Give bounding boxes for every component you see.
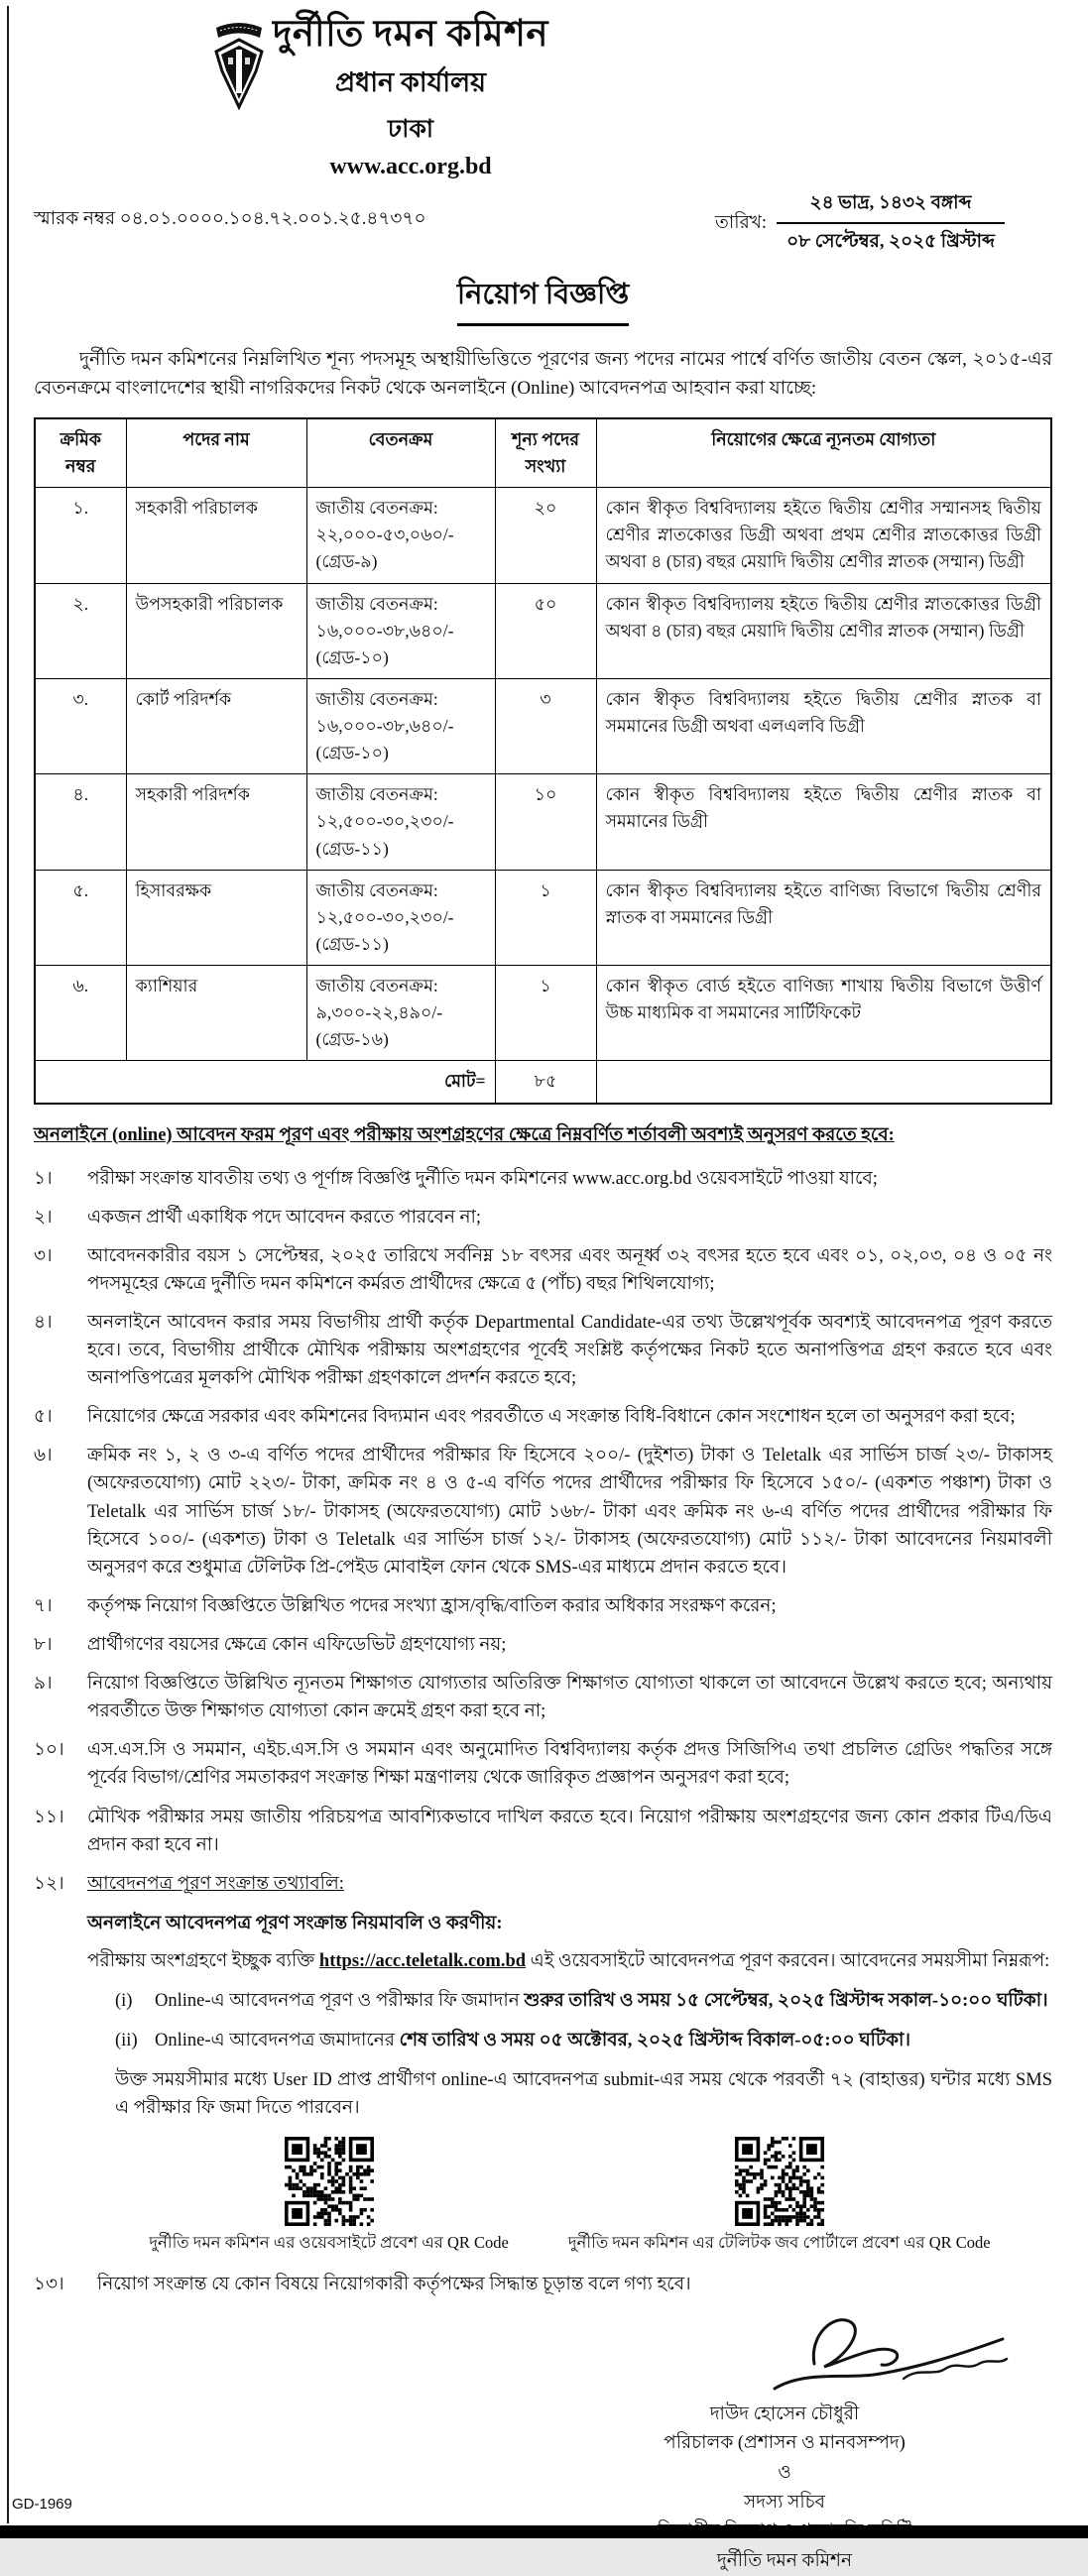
- cell-serial: ৬.: [35, 966, 126, 1061]
- condition-text: পরীক্ষা সংক্রান্ত যাবতীয় তথ্য ও পূর্ণাঙ্গ বিজ্ঞপ্তি দুর্নীতি দমন কমিশনের www.acc.org.bd ওয়েবসাইটে পাওয়া যাবে;: [87, 1168, 878, 1189]
- point-ii-label: (ii): [115, 2031, 138, 2051]
- cell-serial: ২.: [35, 583, 126, 678]
- table-row: [35, 966, 1051, 1061]
- application-website-paragraph: [87, 1947, 1052, 1975]
- cell-scale: জাতীয় বেতনক্রম: ২২,০০০-৫৩,০৬০/- (গ্রেড-৯): [306, 488, 495, 583]
- condition-item-13: [34, 2271, 1052, 2298]
- table-row: [35, 870, 1051, 965]
- date-label: তারিখ:: [715, 212, 768, 233]
- cell-post: সহকারী পরিদর্শক: [126, 774, 306, 870]
- condition-item: [34, 1165, 1052, 1193]
- condition-text: অনলাইনে আবেদন করার সময় বিভাগীয় প্রার্থী কর্তৃক Departmental Candidate-এর তথ্য উল্লেখপূর্বক অবশ্যই আবেদনপত্র পূরণ করতে হবে। তবে, বিভাগীয় প্রার্থীকে মৌখিক পরীক্ষায় অংশগ্রহণের পূর্বেই সংশ্লিষ্ট কর্তৃপক্ষের নিকট হতে অনাপত্তিপত্র গ্রহণ করতে হবে এবং অনাপত্তিপত্রের মূলকপি মৌখিক পরীক্ষা গ্রহণকালে প্রদর্শন করতে হবে;: [87, 1312, 1052, 1389]
- cell-scale: জাতীয় বেতনক্রম: ১২,৫০০-৩০,২৩০/- (গ্রেড-১১): [306, 774, 495, 870]
- cell-vacancy: ১: [495, 966, 596, 1061]
- qr-block-website: [149, 2137, 509, 2255]
- cell-qualification: কোন স্বীকৃত বিশ্ববিদ্যালয় হইতে দ্বিতীয় শ্রেণীর সম্মানসহ দ্বিতীয় শ্রেণীর স্নাতকোত্তর ডিগ্রী অথবা প্রথম শ্রেণীর স্নাতকোত্তর ডিগ্রী অথবা ৪ (চার) বছর মেয়াদি দ্বিতীয় শ্রেণীর স্নাতক (সম্মান) ডিগ্রী: [596, 488, 1051, 583]
- condition-number: ৯।: [34, 1674, 53, 1695]
- col-header-serial: ক্রমিক নম্বর: [35, 418, 126, 488]
- table-row: [35, 774, 1051, 870]
- condition-item: [34, 1631, 1052, 1659]
- condition-number: ৭।: [34, 1595, 53, 1616]
- memo-number: স্মারক নম্বর ০৪.০১.০০০০.১০৪.৭২.০০১.২৫.৪৭৩৭০: [34, 209, 426, 229]
- date-values: [777, 188, 1005, 258]
- condition-number: ১।: [34, 1168, 53, 1189]
- application-url-link: https://acc.teletalk.com.bd: [318, 1951, 527, 1972]
- deadline-start-item: [115, 1987, 1052, 2015]
- memo-date-row: [34, 188, 1052, 258]
- condition-item: [34, 1736, 1052, 1792]
- condition-text: ক্রমিক নং ১, ২ ও ৩-এ বর্ণিত পদের প্রার্থীদের পরীক্ষার ফি হিসেবে ২০০/- (দুইশত) টাকা ও Teletalk এর সার্ভিস চার্জ ২৩/- টাকাসহ (অফেরতযোগ্য) মোট ২২৩/- টাকা, ক্রমিক নং ৪ ও ৫-এ বর্ণিত পদের প্রার্থীদের পরীক্ষার ফি হিসেবে ১৫০/- (একশত পঞ্চাশ) টাকা ও Teletalk এর সার্ভিস চার্জ ১৮/- টাকাসহ (অফেরতযোগ্য) মোট ১৬৮/- টাকা এবং ক্রমিক নং ৬-এ বর্ণিত পদের প্রার্থীদের পরীক্ষার ফি হিসেবে ১০০/- (একশত) টাকা ও Teletalk এর সার্ভিস চার্জ ১২/- টাকাসহ (অফেরতযোগ্য) মোট ১১২/- টাকা আবেদনের নিয়মাবলী অনুসরণ করে শুধুমাত্র টেলিটক প্রি-পেইড মোবাইল ফোন থেকে SMS-এর মাধ্যমে প্রদান করতে হবে।: [87, 1446, 1052, 1578]
- cell-scale: জাতীয় বেতনক্রম: ১৬,০০০-৩৮,৬৪০/- (গ্রেড-১০): [306, 678, 495, 773]
- condition-item: [34, 1442, 1052, 1581]
- signatory-title-2: সদস্য সচিব: [744, 2492, 825, 2513]
- letterhead: [34, 14, 1052, 182]
- condition-item: [34, 1242, 1052, 1298]
- condition-number: ১১।: [34, 1807, 64, 1827]
- condition-number: ২।: [34, 1207, 53, 1228]
- total-empty-cell: [596, 1061, 1051, 1104]
- cell-vacancy: ৩: [495, 678, 596, 773]
- cell-serial: ১.: [35, 488, 126, 583]
- table-header-row: [35, 418, 1051, 488]
- condition-item: [34, 1804, 1052, 1859]
- cell-post: হিসাবরক্ষক: [126, 870, 306, 965]
- table-total-row: [35, 1061, 1051, 1104]
- condition-text: আবেদনকারীর বয়স ১ সেপ্টেম্বর, ২০২৫ তারিখে সর্বনিম্ন ১৮ বৎসর এবং অনূর্ধ্ব ৩২ বৎসর হতে হবে এবং ০১, ০২,০৩, ০৪ ও ০৫ নং পদসমূহের ক্ষেত্রে দুর্নীতি দমন কমিশনে কর্মরত প্রার্থীদের ক্ষেত্রে ৫ (পাঁচ) বছর শিথিলযোগ্য;: [87, 1245, 1052, 1294]
- org-name: দুর্নীতি দমন কমিশন: [272, 14, 548, 55]
- notice-title: নিয়োগ বিজ্ঞপ্তি: [457, 272, 629, 326]
- qr-code-section: [87, 2137, 1052, 2255]
- col-header-post: পদের নাম: [126, 418, 306, 488]
- condition-item: [34, 1309, 1052, 1392]
- table-row: [35, 488, 1051, 583]
- col-header-scale: বেতনক্রম: [306, 418, 495, 488]
- col-header-vacancy: শূন্য পদের সংখ্যা: [495, 418, 596, 488]
- cell-vacancy: ৫০: [495, 583, 596, 678]
- condition-text: কর্তৃপক্ষ নিয়োগ বিজ্ঞপ্তিতে উল্লিখিত পদের সংখ্যা হ্রাস/বৃদ্ধি/বাতিল করার অধিকার সংরক্ষণ করেন;: [87, 1595, 777, 1616]
- page-left-border: [7, 6, 9, 2523]
- condition-number: ১০।: [34, 1740, 64, 1761]
- qr-code-website-icon: [285, 2137, 374, 2226]
- condition-item: [34, 1592, 1052, 1620]
- cell-qualification: কোন স্বীকৃত বোর্ড হইতে বাণিজ্য শাখায় দ্বিতীয় বিভাগে উত্তীর্ণ উচ্চ মাধ্যমিক বা সমমানের সার্টিফিকেট: [596, 966, 1051, 1061]
- application-info-block: [87, 1910, 1052, 2255]
- table-row: [35, 583, 1051, 678]
- cell-vacancy: ২০: [495, 488, 596, 583]
- online-rules-subheading: অনলাইনে আবেদনপত্র পূরণ সংক্রান্ত নিয়মাবলি ও করণীয়:: [87, 1913, 503, 1933]
- condition-item: [34, 1204, 1052, 1231]
- condition-number: ৬।: [34, 1446, 53, 1466]
- cell-scale: জাতীয় বেতনক্রম: ১২,৫০০-৩০,২৩০/- (গ্রেড-১১): [306, 870, 495, 965]
- cell-qualification: কোন স্বীকৃত বিশ্ববিদ্যালয় হইতে দ্বিতীয় শ্রেণীর স্নাতক বা সমমানের ডিগ্রী: [596, 774, 1051, 870]
- cell-scale: জাতীয় বেতনক্রম: ১৬,০০০-৩৮,৬৪০/- (গ্রেড-১০): [306, 583, 495, 678]
- condition-12-title: আবেদনপত্র পূরণ সংক্রান্ত তথ্যাবলি:: [87, 1873, 344, 1894]
- signatory-name: দাউদ হোসেন চৌধুরী: [709, 2403, 860, 2424]
- condition-text: নিয়োগ বিজ্ঞপ্তিতে উল্লিখিত ন্যূনতম শিক্ষাগত যোগ্যতার অতিরিক্ত শিক্ষাগত যোগ্যতা থাকলে তা আবেদনে উল্লেখ করতে হবে; অন্যথায় পরবর্তীতে উক্ত শিক্ষাগত যোগ্যতা কোন ক্রমেই গ্রহণ করা হবে না;: [87, 1674, 1052, 1722]
- paragraph-text-pre: পরীক্ষায় অংশগ্রহণে ইচ্ছুক ব্যক্তি: [87, 1951, 319, 1972]
- print-code: GD-1969: [12, 2496, 72, 2513]
- condition-text: নিয়োগের ক্ষেত্রে সরকার এবং কমিশনের বিদ্যমান এবং পরবর্তীতে এ সংক্রান্ত বিধি-বিধানে কোন সংশোধন হলে তা অনুসরণ করা হবে;: [87, 1407, 1016, 1428]
- condition-text: এস.এস.সি ও সমমান, এইচ.এস.সি ও সমমান এবং অনুমোদিত বিশ্ববিদ্যালয় কর্তৃক প্রদত্ত সিজিপিএ তথা প্রচলিত গ্রেডিং পদ্ধতির সঙ্গে পূর্বের বিভাগ/শ্রেণির সমতাকরণ সংক্রান্ত শিক্ষা মন্ত্রণালয় থেকে জারিকৃত প্রজ্ঞাপন অনুসরণ করা হবে;: [87, 1740, 1052, 1789]
- point-i-text: Online-এ আবেদনপত্র পূরণ ও পরীক্ষার ফি জমাদান শুরুর তারিখ ও সময় ১৫ সেপ্টেম্বর, ২০২৫ খ্রিস্টাব্দ সকাল-১০:০০ ঘটিকা।: [155, 1991, 1048, 2012]
- condition-text: নিয়োগ সংক্রান্ত যে কোন বিষয়ে নিয়োগকারী কর্তৃপক্ষের সিদ্ধান্ত চূড়ান্ত বলে গণ্য হবে।: [97, 2274, 691, 2294]
- condition-item: [34, 1670, 1052, 1725]
- deadline-end-item: [115, 2027, 1052, 2054]
- cell-serial: ৩.: [35, 678, 126, 773]
- conditions-heading: অনলাইনে (online) আবেদন ফরম পূরণ এবং পরীক্ষায় অংশগ্রহণের ক্ষেত্রে নিম্নবর্ণিত শর্তাবলী অবশ্যই অনুসরণ করতে হবে:: [34, 1124, 895, 1145]
- date-bangla: ২৪ ভাদ্র, ১৪৩২ বঙ্গাব্দ: [777, 188, 1005, 224]
- cell-qualification: কোন স্বীকৃত বিশ্ববিদ্যালয় হইতে বাণিজ্য বিভাগে দ্বিতীয় শ্রেণীর স্নাতক বা সমমানের ডিগ্রী: [596, 870, 1051, 965]
- cell-vacancy: ১০: [495, 774, 596, 870]
- office-name: প্রধান কার্যালয়: [334, 66, 487, 97]
- paragraph-text-post: এই ওয়েবসাইটে আবেদনপত্র পূরণ করবেন। আবেদনের সময়সীমা নিম্নরূপ:: [526, 1951, 1050, 1972]
- qr-code-teletalk-icon: [735, 2137, 824, 2226]
- condition-item-12: [34, 1870, 1052, 1898]
- cell-post: ক্যাশিয়ার: [126, 966, 306, 1061]
- acc-logo-icon: [210, 20, 268, 116]
- condition-text: প্রার্থীগণের বয়সের ক্ষেত্রে কোন এফিডেভিট গ্রহণযোগ্য নয়;: [87, 1635, 507, 1656]
- cell-post: সহকারী পরিচালক: [126, 488, 306, 583]
- page-bottom-bar: [0, 2525, 1088, 2538]
- condition-number: ৪।: [34, 1312, 53, 1333]
- point-ii-text: Online-এ আবেদনপত্র জমাদানের শেষ তারিখ ও সময় ০৫ অক্টোবর, ২০২৫ খ্রিস্টাব্দ বিকাল-০৫:০০ ঘটিকা।: [155, 2031, 910, 2051]
- condition-number: ৩।: [34, 1245, 53, 1266]
- city-name: ঢাকা: [387, 115, 434, 143]
- condition-text: মৌখিক পরীক্ষার সময় জাতীয় পরিচয়পত্র আবশ্যিকভাবে দাখিল করতে হবে। নিয়োগ পরীক্ষায় অংশগ্রহণের জন্য কোন প্রকার টিএ/ডিএ প্রদান করা হবে না।: [87, 1807, 1052, 1855]
- cell-serial: ৪.: [35, 774, 126, 870]
- vacancy-table: [34, 417, 1052, 1105]
- condition-number: ৮।: [34, 1635, 53, 1656]
- signatory-conjunction: ও: [778, 2462, 791, 2483]
- col-header-qualification: নিয়োগের ক্ষেত্রে ন্যূনতম যোগ্যতা: [596, 418, 1051, 488]
- signature-icon: [755, 2309, 1013, 2399]
- condition-number: ৫।: [34, 1407, 53, 1428]
- condition-item: [34, 1403, 1052, 1431]
- cell-scale: জাতীয় বেতনক্রম: ৯,৩০০-২২,৪৯০/- (গ্রেড-১৬): [306, 966, 495, 1061]
- cell-serial: ৫.: [35, 870, 126, 965]
- signatory-title-4: দুর্নীতি দমন কমিশন: [716, 2550, 852, 2571]
- org-website: www.acc.org.bd: [329, 153, 492, 179]
- condition-text: একজন প্রার্থী একাধিক পদে আবেদন করতে পারবেন না;: [87, 1207, 482, 1228]
- cell-vacancy: ১: [495, 870, 596, 965]
- cell-qualification: কোন স্বীকৃত বিশ্ববিদ্যালয় হইতে দ্বিতীয় শ্রেণীর স্নাতক বা সমমানের ডিগ্রী অথবা এলএলবি ডিগ্রী: [596, 678, 1051, 773]
- table-row: [35, 678, 1051, 773]
- fee-sms-note: উক্ত সময়সীমার মধ্যে User ID প্রাপ্ত প্রার্থীগণ online-এ আবেদনপত্র submit-এর সময় থেকে পরবর্তী ৭২ (বাহাত্তর) ঘন্টার মধ্যে SMS এ পরীক্ষার ফি জমা দিতে পারবেন।: [115, 2070, 1052, 2119]
- qr-caption-teletalk: দুর্নীতি দমন কমিশন এর টেলিটক জব পোর্টালে প্রবেশ এর QR Code: [567, 2232, 991, 2252]
- cell-post: উপসহকারী পরিচালক: [126, 583, 306, 678]
- point-i-label: (i): [115, 1991, 133, 2012]
- qr-caption-website: দুর্নীতি দমন কমিশন এর ওয়েবসাইটে প্রবেশ এর QR Code: [149, 2232, 509, 2252]
- intro-paragraph: দুর্নীতি দমন কমিশনের নিম্নলিখিত শূন্য পদসমূহ অস্থায়ীভিত্তিতে পূরণের জন্য পদের নামের পার্শ্বে বর্ণিত জাতীয় বেতন স্কেল, ২০১৫-এর বেতনক্রমে বাংলাদেশের স্থায়ী নাগরিকদের নিকট থেকে অনলাইনে (Online) আবেদনপত্র আহবান করা যাচ্ছে:: [34, 349, 1052, 400]
- total-vacancy: ৮৫: [495, 1061, 596, 1104]
- cell-qualification: কোন স্বীকৃত বিশ্ববিদ্যালয় হইতে দ্বিতীয় শ্রেণীর স্নাতকোত্তর ডিগ্রী অথবা ৪ (চার) বছর মেয়াদি দ্বিতীয় শ্রেণীর স্নাতক (সম্মান) ডিগ্রী: [596, 583, 1051, 678]
- condition-number: ১৩।: [34, 2274, 64, 2294]
- date-gregorian: ০৮ সেপ্টেম্বর, ২০২৫ খ্রিস্টাব্দ: [786, 232, 995, 252]
- qr-block-teletalk: [568, 2137, 991, 2255]
- total-label: মোট=: [35, 1061, 495, 1104]
- condition-number: ১২।: [34, 1873, 64, 1894]
- signatory-title-1: পরিচালক (প্রশাসন ও মানবসম্পদ): [664, 2433, 906, 2454]
- cell-post: কোর্ট পরিদর্শক: [126, 678, 306, 773]
- date-block: [715, 188, 1052, 258]
